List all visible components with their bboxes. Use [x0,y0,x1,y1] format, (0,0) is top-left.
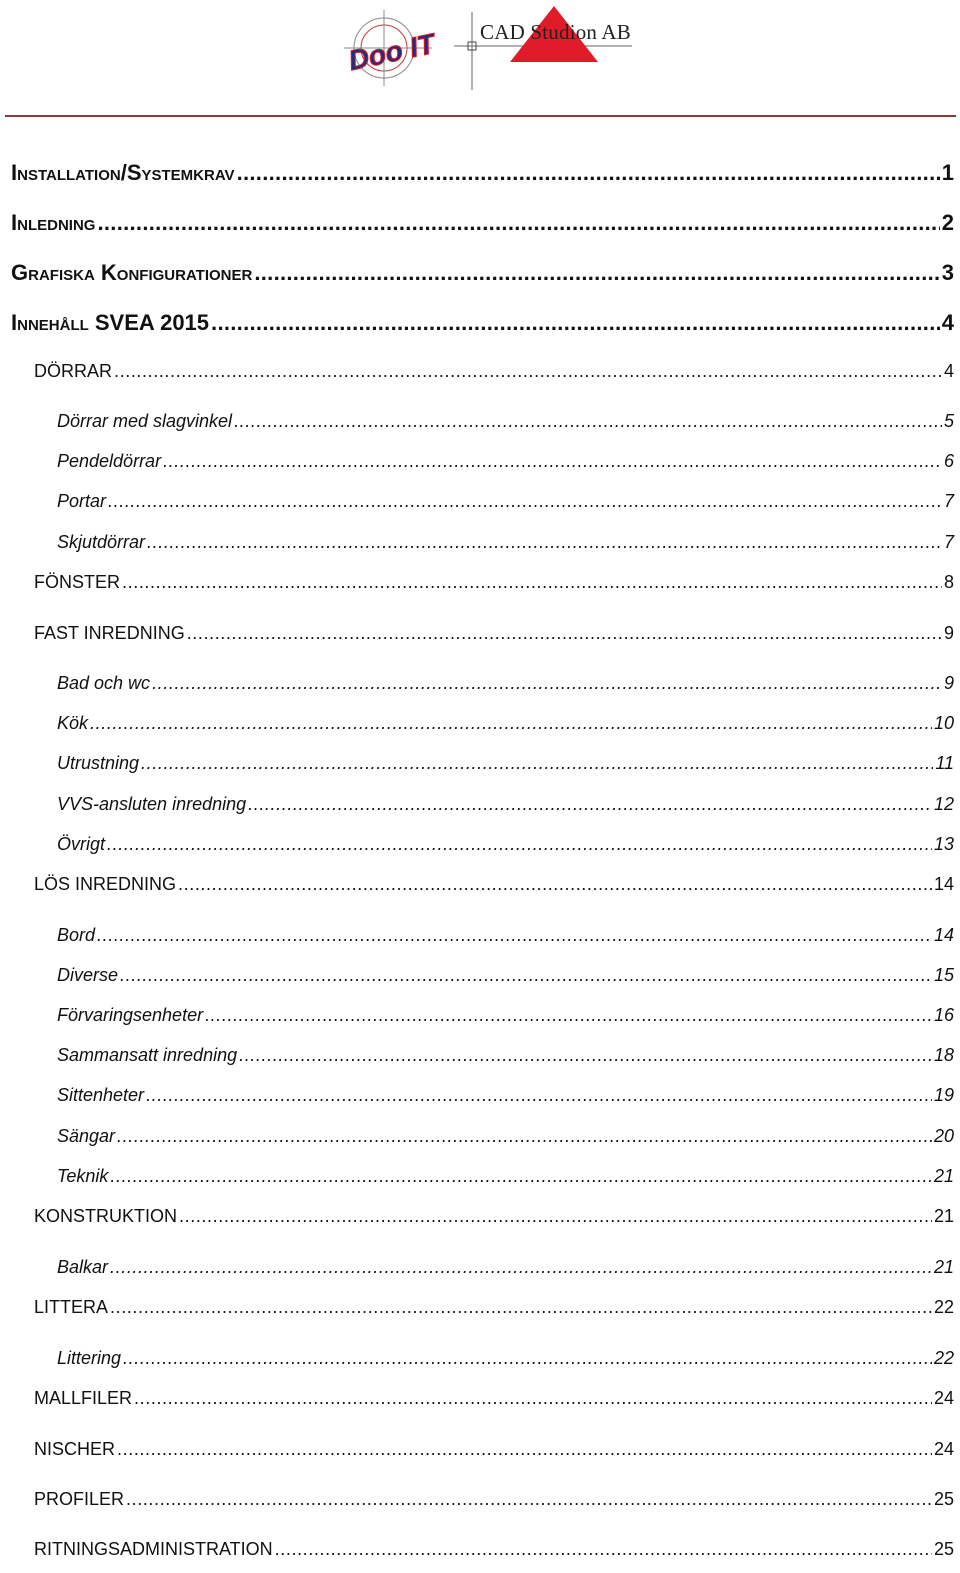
toc-entry[interactable] [34,622,954,644]
toc-dot-leader [141,752,933,774]
toc-entry-title: RITNINGSADMINISTRATION [34,1539,273,1559]
toc-entry[interactable] [57,531,954,553]
toc-dot-leader [146,1084,932,1106]
toc-dot-leader [179,1205,932,1227]
toc-entry-title: Teknik [57,1166,109,1186]
toc-entry-title: Skjutdörrar [57,532,146,552]
toc-entry[interactable] [57,712,954,734]
toc-entry-page: 22 [933,1297,954,1317]
toc-entry-page: 21 [933,1206,954,1226]
toc-entry[interactable] [11,260,954,286]
toc-dot-leader [248,793,932,815]
toc-entry-page: 25 [933,1539,954,1559]
toc-entry[interactable] [57,1256,954,1278]
toc-entry-title: LÖS INREDNING [34,874,177,894]
toc-entry-page: 12 [933,794,954,814]
toc-entry-title: Övrigt [57,834,106,854]
toc-dot-leader [114,360,942,382]
toc-entry-page: 4 [943,361,954,381]
toc-entry-title: Kök [57,713,89,733]
toc-entry-page: 24 [933,1388,954,1408]
toc-entry[interactable] [34,1488,954,1510]
toc-entry-page: 7 [943,491,954,511]
toc-dot-leader [239,1044,932,1066]
toc-entry[interactable] [57,924,954,946]
toc-entry-page: 19 [933,1085,954,1105]
toc-entry-title: NISCHER [34,1439,116,1459]
toc-entry[interactable] [57,672,954,694]
toc-dot-leader [97,210,939,236]
cad-studion-logo-text: CAD Studion AB [480,20,631,44]
toc-entry[interactable] [11,310,954,336]
toc-entry-title: VVS-ansluten inredning [57,794,247,814]
header-divider [5,115,956,117]
toc-entry-page: 9 [943,673,954,693]
toc-dot-leader [117,1438,932,1460]
toc-dot-leader [205,1004,932,1026]
cad-studion-logo [452,4,634,94]
toc-entry-page: 20 [933,1126,954,1146]
toc-entry-page: 2 [941,210,954,235]
toc-entry[interactable] [57,752,954,774]
toc-entry-page: 4 [941,310,954,335]
toc-entry-page: 10 [933,713,954,733]
toc-entry-page: 18 [933,1045,954,1065]
toc-dot-leader [122,571,942,593]
toc-dot-leader [120,964,932,986]
toc-entry-page: 22 [933,1348,954,1368]
toc-entry-title: DÖRRAR [34,361,113,381]
toc-entry[interactable] [34,873,954,895]
page-header [0,0,960,118]
toc-dot-leader [275,1538,932,1560]
toc-entry-page: 16 [933,1005,954,1025]
toc-entry-title: Förvaringsenheter [57,1005,204,1025]
toc-dot-leader [110,1256,932,1278]
toc-entry[interactable] [57,1165,954,1187]
toc-entry-page: 8 [943,572,954,592]
toc-entry[interactable] [34,571,954,593]
toc-entry-page: 21 [933,1257,954,1277]
toc-dot-leader [237,160,940,186]
dooit-logo-text: Doo IT [345,27,438,77]
toc-dot-leader [147,531,942,553]
toc-dot-leader [110,1165,932,1187]
toc-entry-title: Innehåll SVEA 2015 [11,310,210,335]
toc-dot-leader [163,450,942,472]
toc-entry[interactable] [57,793,954,815]
toc-entry[interactable] [34,1387,954,1409]
toc-dot-leader [90,712,932,734]
toc-dot-leader [117,1125,932,1147]
toc-entry-page: 14 [933,874,954,894]
toc-entry-title: PROFILER [34,1489,125,1509]
toc-entry-title: Sängar [57,1126,116,1146]
toc-entry-title: Balkar [57,1257,109,1277]
toc-dot-leader [178,873,932,895]
toc-entry-page: 24 [933,1439,954,1459]
toc-dot-leader [126,1488,932,1510]
toc-entry[interactable] [34,1205,954,1227]
toc-entry[interactable] [34,360,954,382]
toc-entry-page: 1 [941,160,954,185]
toc-entry[interactable] [57,1347,954,1369]
toc-entry-page: 25 [933,1489,954,1509]
toc-entry-title: FAST INREDNING [34,623,185,643]
toc-entry-title: LITTERA [34,1297,109,1317]
toc-dot-leader [234,410,942,432]
toc-entry-title: Sammansatt inredning [57,1045,238,1065]
toc-entry-page: 21 [933,1166,954,1186]
toc-entry-page: 15 [933,965,954,985]
toc-entry-page: 6 [943,451,954,471]
toc-entry[interactable] [11,160,954,186]
toc-entry-title: Bord [57,925,96,945]
toc-entry-title: Diverse [57,965,119,985]
toc-entry[interactable] [57,833,954,855]
toc-entry-title: Dörrar med slagvinkel [57,411,233,431]
toc-entry-title: Portar [57,491,107,511]
toc-entry-page: 14 [933,925,954,945]
toc-entry[interactable] [57,1125,954,1147]
toc-entry[interactable] [57,1044,954,1066]
toc-entry[interactable] [57,450,954,472]
toc-entry-title: Pendeldörrar [57,451,162,471]
toc-entry-page: 9 [943,623,954,643]
toc-dot-leader [107,833,932,855]
toc-entry-title: Utrustning [57,753,140,773]
toc-entry-title: Installation/Systemkrav [11,160,235,185]
toc-entry-title: MALLFILER [34,1388,133,1408]
toc-entry-title: KONSTRUKTION [34,1206,178,1226]
toc-dot-leader [123,1347,932,1369]
toc-entry-title: Grafiska Konfigurationer [11,260,253,285]
toc-dot-leader [134,1387,932,1409]
toc-entry[interactable] [57,964,954,986]
toc-entry-title: Bad och wc [57,673,151,693]
toc-entry-page: 3 [941,260,954,285]
toc-entry-title: Sittenheter [57,1085,145,1105]
toc-entry[interactable] [57,1004,954,1026]
toc-dot-leader [97,924,932,946]
toc-dot-leader [108,490,942,512]
toc-entry-title: FÖNSTER [34,572,121,592]
toc-entry[interactable] [34,1438,954,1460]
toc-entry-title: Littering [57,1348,122,1368]
toc-entry-page: 7 [943,532,954,552]
toc-entry-page: 5 [943,411,954,431]
toc-entry[interactable] [34,1538,954,1560]
toc-entry-page: 13 [933,834,954,854]
dooit-logo [340,8,440,88]
toc-entry[interactable] [11,210,954,236]
toc-entry-title: Inledning [11,210,96,235]
toc-entry[interactable] [34,1296,954,1318]
toc-dot-leader [211,310,940,336]
toc-dot-leader [152,672,942,694]
toc-entry[interactable] [57,490,954,512]
toc-dot-leader [110,1296,932,1318]
toc-dot-leader [254,260,939,286]
toc-entry-page: 11 [935,753,954,773]
toc-entry[interactable] [57,1084,954,1106]
toc-dot-leader [187,622,942,644]
toc-entry[interactable] [57,410,954,432]
